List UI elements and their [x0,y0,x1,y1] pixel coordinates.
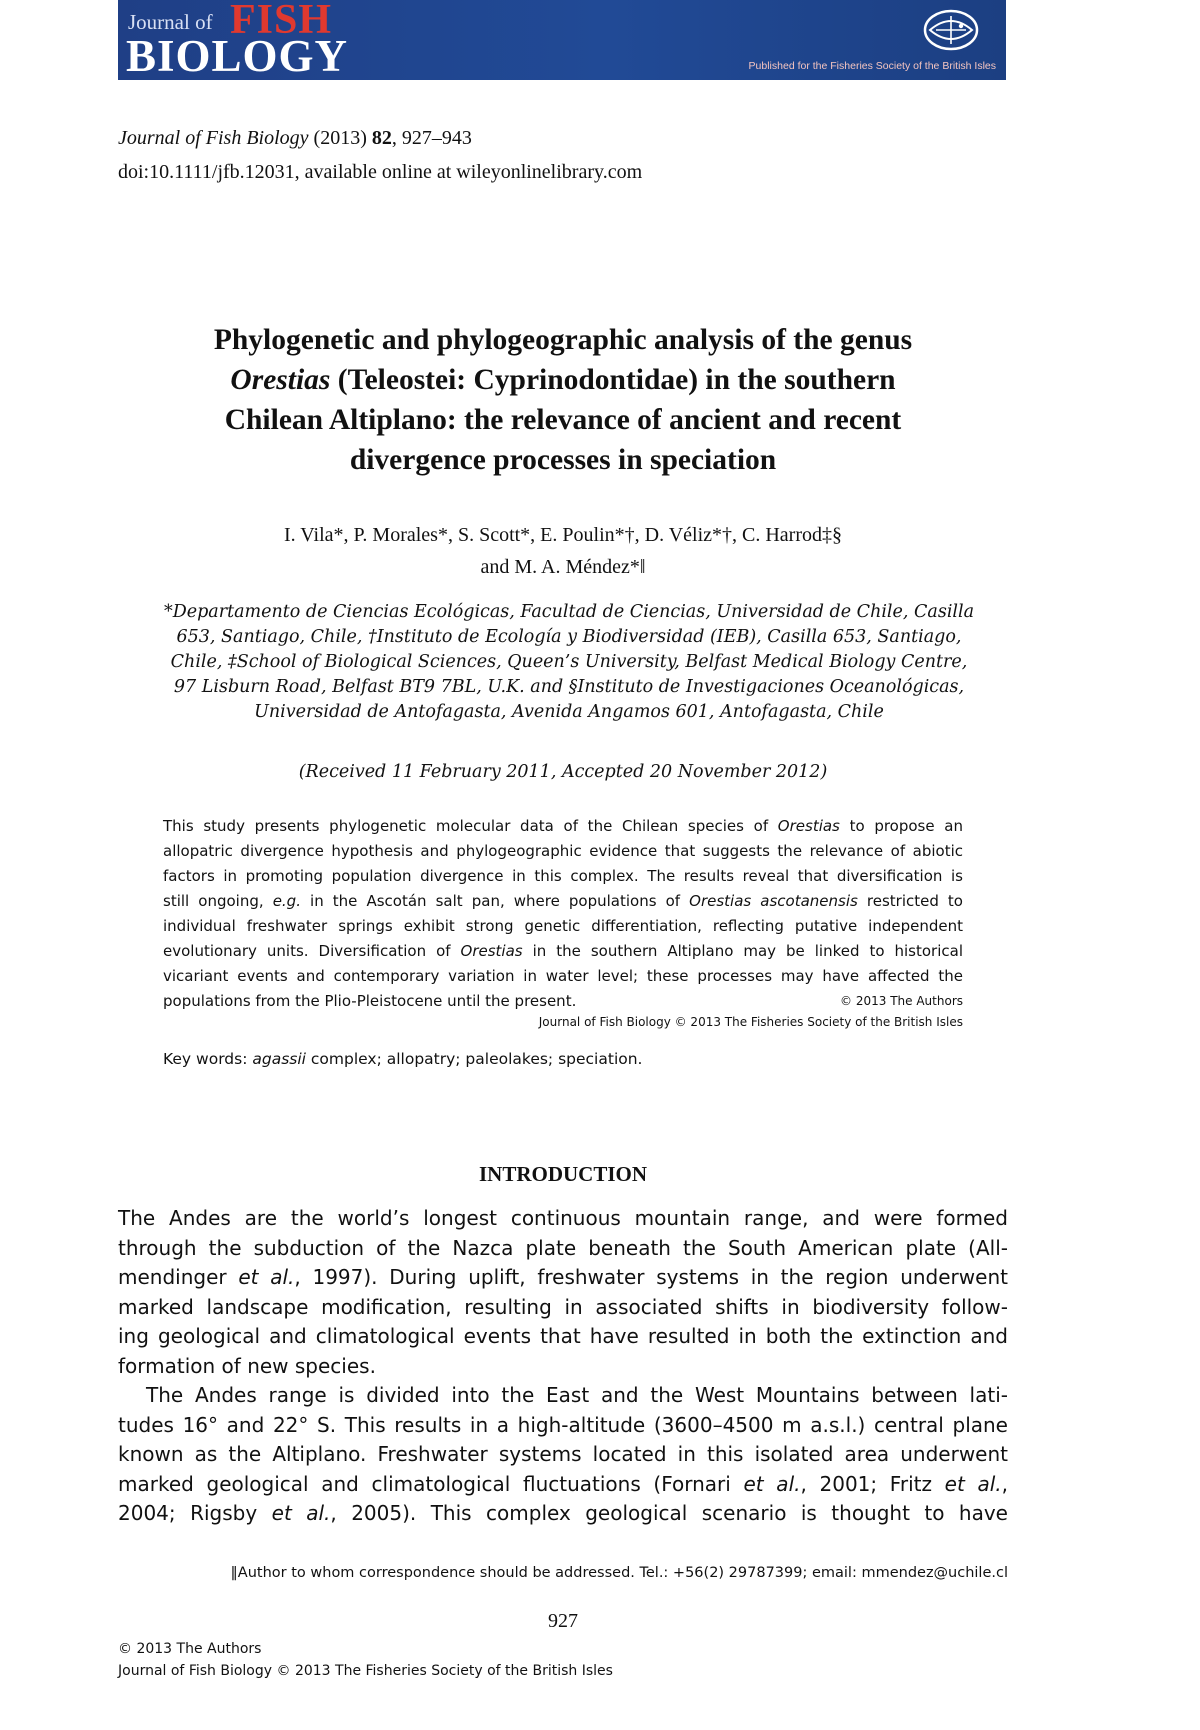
title-line-2 [118,360,1008,400]
doi-line[interactable]: doi:10.1111/jfb.12031, available online at wileyonlinelibrary.com [118,161,643,183]
abstract-line [163,939,963,964]
abstract-text: in the Ascotán salt pan, where populations of [300,892,690,910]
abstract-journal-copyright: Journal of Fish Biology © 2013 The Fisheries Society of the British Isles [538,1015,963,1029]
abstract-line [163,814,963,839]
abstract-line: individual freshwater springs exhibit strong genetic differentiation, reflecting putative independent [163,917,963,935]
body-text: mendinger [118,1265,239,1289]
title-genus: Orestias [230,364,331,396]
banner-biology: BIOLOGY [126,31,349,81]
abstract-italic: Orestias [777,817,840,835]
abstract-line [163,889,963,914]
citation-line [118,121,642,155]
abstract-line: factors in promoting population divergence in this complex. The results reveal that diversification is [163,867,963,885]
keywords [163,1050,642,1068]
page-footer [118,1638,613,1682]
banner-journal-of: Journal of [128,10,213,34]
introduction-body [118,1204,1008,1529]
body-text: , [1001,1471,1008,1496]
abstract-line: vicariant events and contemporary variation in water level; these processes may have affected the [163,967,963,985]
body-line: The Andes range is divided into the East and the West Mountains between lati- [146,1383,1008,1407]
body-line: ing geological and climatological events that have resulted in both the extinction and [118,1324,1008,1348]
body-line: known as the Altiplano. Freshwater systems located in this isolated area underwent [118,1442,1008,1466]
body-italic: et al. [271,1501,331,1525]
abstract-line [163,989,963,1014]
body-line: through the subduction of the Nazca plate beneath the South American plate (All- [118,1235,1008,1260]
title-line-2-rest: (Teleostei: Cyprinodontidae) in the southern [330,364,896,396]
affiliations [138,600,1000,725]
body-italic: et al. [743,1471,801,1496]
abstract-italic: Orestias [460,942,523,960]
affiliation-line: 653, Santiago, Chile, †Instituto de Ecología y Biodiversidad (IEB), Casilla 653, Santiago, [176,627,962,647]
section-heading-introduction: INTRODUCTION [478,1162,648,1186]
author-list [118,519,1008,583]
journal-pages: , 927–943 [391,127,472,149]
body-italic: et al. [944,1471,1002,1496]
title-line-1: Phylogenetic and phylogeographic analysis of the genus [213,324,913,356]
abstract-text: This study presents phylogenetic molecular data of the Chilean species of [163,817,778,835]
body-line: The Andes are the world’s longest continuous mountain range, and were formed [118,1206,1008,1230]
abstract-italic: e.g. [272,892,301,910]
journal-name: Journal of Fish Biology [118,127,309,149]
abstract-text: populations from the Plio-Pleistocene until the present. [163,992,577,1010]
fisheries-society-logo-icon [916,6,986,54]
citation-block [118,121,642,189]
abstract-text: evolutionary units. Diversification of [163,942,461,960]
correspondence-footnote: ‖Author to whom correspondence should be addressed. Tel.: +56(2) 29787399; email: mmendez@uchile.cl [230,1565,1008,1581]
authors-line-1: I. Vila*, P. Morales*, S. Scott*, E. Poulin*†, D. Véliz*†, C. Harrod‡§ [283,524,843,546]
journal-volume: 82 [371,127,392,149]
body-text: 2004; Rigsby [118,1501,272,1525]
keywords-label: Key words: [163,1050,253,1068]
keyword-italic: agassii [252,1050,306,1068]
journal-year: (2013) [313,127,367,149]
keywords-rest: complex; allopatry; paleolakes; speciation. [305,1050,643,1068]
page-number: 927 [548,1610,578,1632]
abstract-text: in the southern Altiplano may be linked to historical [522,942,963,960]
body-text: , 2001; Fritz [800,1471,945,1496]
body-text: marked geological and climatological fluctuations (Fornari [118,1471,744,1496]
affiliation-line: Chile, ‡School of Biological Sciences, Queen’s University, Belfast Medical Biology Centre, [170,652,968,672]
abstract [163,814,963,1014]
body-line [118,1263,1008,1293]
abstract-copyright: © 2013 The Authors [840,994,963,1008]
banner-fish: FISH [230,0,333,43]
body-text: , 2005). This complex geological scenario is thought to have [330,1501,1008,1525]
affiliation-line: 97 Lisburn Road, Belfast BT9 7BL, U.K. and §Instituto de Investigaciones Oceanológicas, [173,677,965,697]
footer-line-2: Journal of Fish Biology © 2013 The Fisheries Society of the British Isles [118,1663,613,1679]
abstract-line: allopatric divergence hypothesis and phylogeographic evidence that suggests the relevance of abiotic [163,842,963,860]
abstract-text: restricted to [857,892,963,910]
body-line [118,1470,1008,1500]
title-line-3: Chilean Altiplano: the relevance of ancient and recent [224,404,902,436]
affiliation-line: *Departamento de Ciencias Ecológicas, Facultad de Ciencias, Universidad de Chile, Casilla [163,602,975,622]
journal-banner [118,0,1006,80]
abstract-text: to propose an [839,817,963,835]
body-line: tudes 16° and 22° S. This results in a high-altitude (3600–4500 m a.s.l.) central plane [118,1412,1008,1437]
abstract-italic: Orestias ascotanensis [689,892,858,910]
body-italic: et al. [238,1265,295,1289]
body-line: marked landscape modification, resulting in associated shifts in biodiversity follow- [118,1294,1008,1319]
body-line [118,1499,1008,1529]
authors-line-2: and M. A. Méndez*‖ [480,556,646,578]
article-title [118,320,1008,480]
affiliation-line: Universidad de Antofagasta, Avenida Angamos 601, Antofagasta, Chile [254,702,884,722]
abstract-text: still ongoing, [163,892,273,910]
title-line-4: divergence processes in speciation [349,444,777,476]
banner-published: Published for the Fisheries Society of the British Isles [748,60,996,72]
footer-line-1: © 2013 The Authors [118,1641,262,1657]
body-line: formation of new species. [118,1353,376,1378]
received-dates: (Received 11 February 2011, Accepted 20 November 2012) [298,762,828,782]
body-text: , 1997). During uplift, freshwater systems in the region underwent [294,1265,1008,1289]
